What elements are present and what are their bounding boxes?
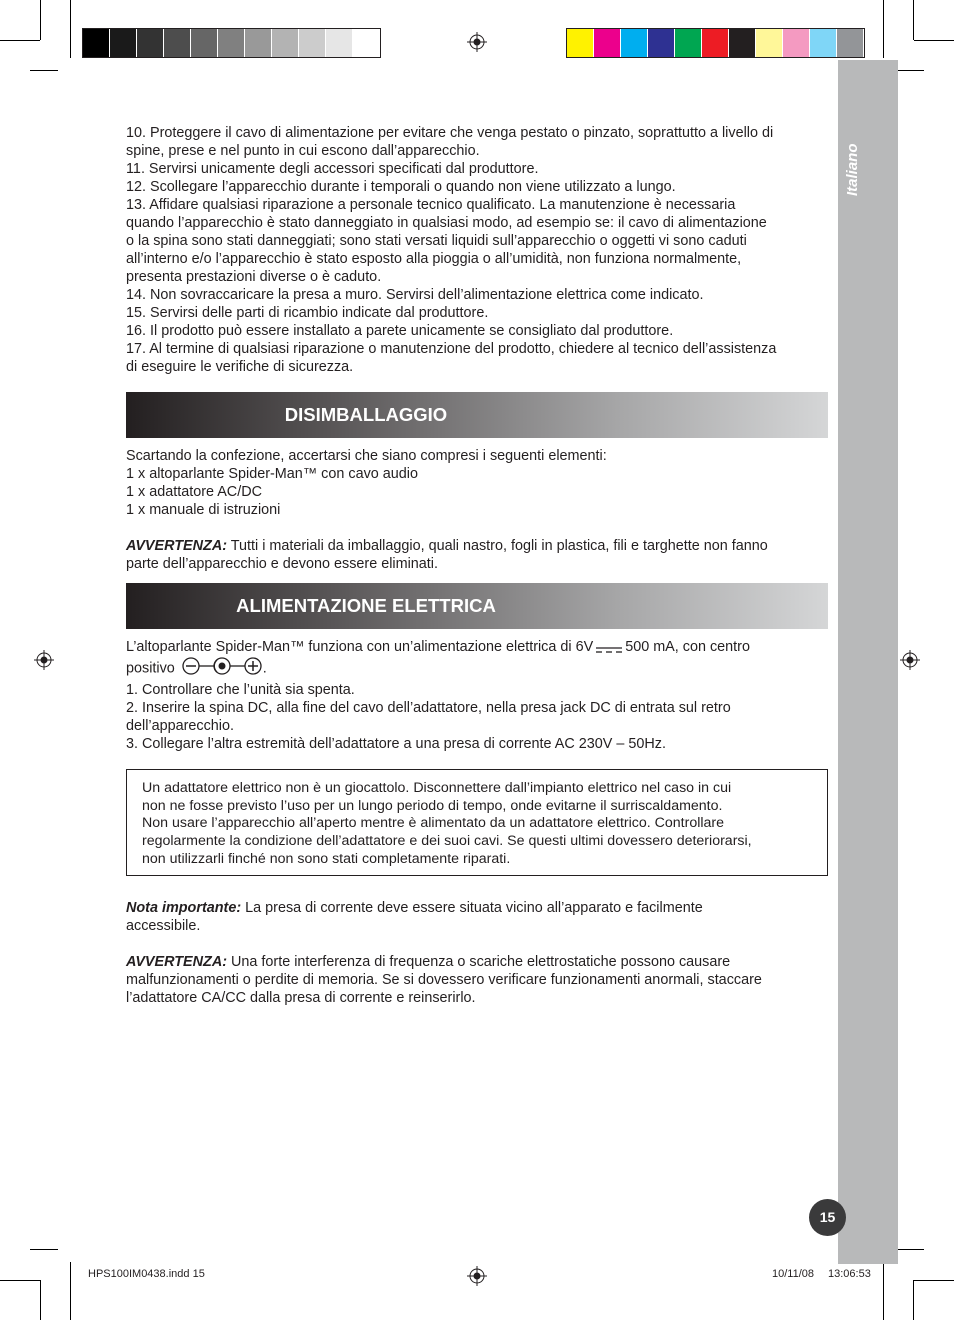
notice-line: Non usare l’apparecchio all’aperto mentre è alimentato da un adattatore elettrico. Controllare — [142, 815, 725, 832]
closing-notes — [126, 899, 830, 1007]
power-intro-cont: positivo . — [126, 656, 830, 681]
list-item: dell’apparecchio. — [126, 718, 235, 734]
crop-mark — [0, 40, 40, 41]
section-heading-power — [126, 583, 828, 629]
power-content — [126, 638, 830, 753]
color-swatch — [648, 29, 675, 57]
color-swatch — [567, 29, 594, 57]
notice-line: non ne fosse previsto l’uso per un lungo periodo di tempo, onde evitarne il surriscaldamento. — [142, 797, 723, 814]
crop-mark — [883, 1262, 884, 1320]
color-swatch — [756, 29, 783, 57]
color-swatch — [191, 29, 218, 57]
center-positive-polarity-icon — [181, 656, 263, 681]
warning-label: AVVERTENZA: — [126, 954, 228, 970]
crop-mark — [30, 70, 58, 71]
crop-mark — [913, 0, 914, 40]
crop-mark — [70, 0, 71, 58]
registration-mark-icon — [900, 650, 920, 670]
safety-instructions — [126, 124, 830, 376]
color-swatch — [675, 29, 702, 57]
color-swatch — [272, 29, 299, 57]
list-item: 3. Collegare l’altra estremità dell’adattatore a una presa di corrente AC 230V – 50Hz. — [126, 736, 666, 752]
list-item: 15. Servirsi delle parti di ricambio indicate dal produttore. — [126, 305, 489, 321]
color-swatch — [218, 29, 245, 57]
unpacking-warning: AVVERTENZA: Tutti i materiali da imballaggio, quali nastro, fogli in plastica, fili e targhette non fanno — [126, 538, 768, 554]
dc-current-icon — [596, 642, 622, 652]
color-swatch — [326, 29, 353, 57]
adapter-safety-notice — [126, 769, 828, 876]
process-color-bar — [566, 28, 865, 58]
color-swatch — [594, 29, 621, 57]
power-intro: L’altoparlante Spider-Man™ funziona con un’alimentazione elettrica di 6V 500 mA, con centro — [126, 639, 750, 655]
color-swatch — [729, 29, 756, 57]
color-swatch — [137, 29, 164, 57]
crop-mark — [896, 1249, 924, 1250]
list-item: 10. Proteggere il cavo di alimentazione per evitare che venga pestato o pinzato, soprattutto a livello di — [126, 125, 774, 141]
interference-warning-cont: l’adattatore CA/CC dalla presa di corrente e reinserirlo. — [126, 990, 476, 1006]
list-item: 11. Servirsi unicamente degli accessori specificati dal produttore. — [126, 161, 539, 177]
crop-mark — [0, 1280, 40, 1281]
list-item: all’interno e/o l’apparecchio è stato esposto alla pioggia o all’umidità, non funziona normalmente, — [126, 251, 742, 267]
registration-mark-icon — [34, 650, 54, 670]
color-swatch — [164, 29, 191, 57]
color-swatch — [245, 29, 272, 57]
list-item: o la spina sono stati danneggiati; sono stati versati liquidi sull’apparecchio o oggetti vi sono caduti — [126, 233, 747, 249]
color-swatch — [353, 29, 380, 57]
crop-mark — [30, 1249, 58, 1250]
interference-warning: AVVERTENZA: Una forte interferenza di frequenza o scariche elettrostatiche possono causare — [126, 954, 731, 970]
section-title: ALIMENTAZIONE ELETTRICA — [236, 595, 496, 616]
crop-mark — [70, 1262, 71, 1320]
crop-mark — [914, 40, 954, 41]
color-swatch — [110, 29, 137, 57]
registration-mark-icon — [467, 32, 487, 52]
crop-mark — [896, 70, 924, 71]
list-item: 17. Al termine di qualsiasi riparazione o manutenzione del prodotto, chiedere al tecnico dell’assistenza — [126, 341, 777, 357]
section-title: DISIMBALLAGGIO — [284, 404, 448, 425]
color-swatch — [783, 29, 810, 57]
notice-line: regolarmente la condizione dell’adattatore e dei suoi cavi. Se questi ultimi dovessero deteriorarsi, — [142, 833, 752, 850]
footer-filename: HPS100IM0438.indd 15 — [88, 1268, 205, 1280]
important-note: Nota importante: La presa di corrente deve essere situata vicino all’apparato e facilmente — [126, 900, 703, 916]
list-item: 1 x altoparlante Spider-Man™ con cavo audio — [126, 466, 418, 482]
language-sidebar — [838, 60, 898, 1264]
crop-mark — [913, 1280, 914, 1320]
color-swatch — [702, 29, 729, 57]
grayscale-color-bar — [82, 28, 381, 58]
notice-line: Un adattatore elettrico non è un giocattolo. Disconnettere dall’impianto elettrico nel caso in cui — [142, 780, 732, 796]
list-item: spine, prese e nel punto in cui escono dall’apparecchio. — [126, 143, 480, 159]
list-item: 12. Scollegare l’apparecchio durante i temporali o quando non viene utilizzato a lungo. — [126, 179, 676, 195]
list-item: quando l’apparecchio è stato danneggiato in qualsiasi modo, ad esempio se: il cavo di alimentazione — [126, 215, 767, 231]
footer-date: 10/11/08 — [772, 1268, 815, 1280]
color-swatch — [837, 29, 864, 57]
list-item: 1. Controllare che l’unità sia spenta. — [126, 682, 355, 698]
language-tab — [838, 134, 862, 204]
color-swatch — [621, 29, 648, 57]
unpacking-intro: Scartando la confezione, accertarsi che siano compresi i seguenti elementi: — [126, 448, 607, 464]
list-item: 13. Affidare qualsiasi riparazione a personale tecnico qualificato. La manutenzione è necessaria — [126, 197, 736, 213]
color-swatch — [299, 29, 326, 57]
list-item: 1 x manuale di istruzioni — [126, 502, 281, 518]
color-swatch — [83, 29, 110, 57]
footer-time: 13:06:53 — [828, 1268, 871, 1280]
warning-label: AVVERTENZA: — [126, 538, 228, 554]
important-note-label: Nota importante: — [126, 900, 242, 916]
list-item: di eseguire le verifiche di sicurezza. — [126, 359, 354, 375]
crop-mark — [40, 1280, 41, 1320]
page-number: 15 — [809, 1199, 846, 1236]
list-item: presenta prestazioni diverse o è caduto. — [126, 269, 382, 285]
list-item: 16. Il prodotto può essere installato a parete unicamente se consigliato dal produttore. — [126, 323, 674, 339]
unpacking-warning-cont: parte dell’apparecchio e devono essere eliminati. — [126, 556, 438, 572]
language-label: Italiano — [844, 143, 861, 196]
list-item: 2. Inserire la spina DC, alla fine del cavo dell’adattatore, nella presa jack DC di entrata sul retro — [126, 700, 731, 716]
important-note-cont: accessibile. — [126, 918, 201, 934]
section-heading-unpacking — [126, 392, 828, 438]
interference-warning-cont: malfunzionamenti o perdite di memoria. Se si dovessero verificare funzionamenti anormali, staccare — [126, 972, 762, 988]
color-swatch — [810, 29, 837, 57]
list-item: 14. Non sovraccaricare la presa a muro. Servirsi dell’alimentazione elettrica come indicato. — [126, 287, 704, 303]
unpacking-content — [126, 447, 830, 573]
notice-line: non utilizzarli finché non sono stati completamente riparati. — [142, 850, 511, 867]
registration-mark-icon — [467, 1266, 487, 1286]
list-item: 1 x adattatore AC/DC — [126, 484, 262, 500]
crop-mark — [40, 0, 41, 40]
crop-mark — [883, 0, 884, 58]
crop-mark — [914, 1280, 954, 1281]
